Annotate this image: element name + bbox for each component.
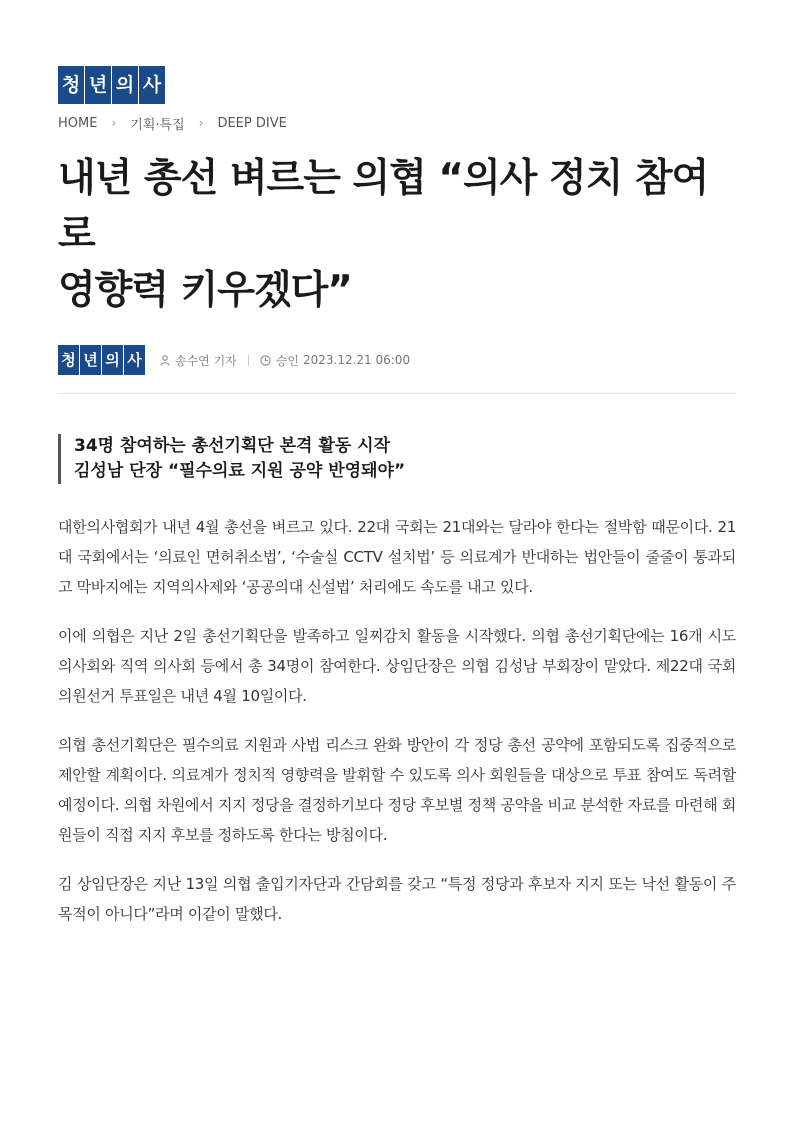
article-meta — [58, 345, 736, 375]
site-logo-small[interactable] — [58, 345, 146, 375]
logo-char: 사 — [124, 345, 145, 375]
author-byline[interactable] — [160, 352, 237, 369]
author-name: 송수연 기자 — [175, 353, 237, 368]
body-paragraph: 이에 의협은 지난 2일 총선기획단을 발족하고 일찌감치 활동을 시작했다. 의협 총선기획단에는 16개 시도의사회와 직역 의사회 등에서 총 34명이 참여한다. 상임단장은 의협 김성남 부회장이 맡았다. 제22대 국회의원선거 투표일은 내년 4월 10일이다. — [58, 627, 736, 705]
article-subtitle — [58, 434, 736, 484]
logo-char: 년 — [85, 66, 111, 104]
logo-char: 청 — [58, 66, 84, 104]
person-icon — [160, 355, 170, 366]
publish-date — [260, 352, 410, 369]
body-paragraph: 대한의사협회가 내년 4월 총선을 벼르고 있다. 22대 국회는 21대와는 달라야 한다는 절박함 때문이다. 21대 국회에서는 ‘의료인 면허취소법’, ‘수술실 CCTV 설치법’ 등 의료계가 반대하는 법안들이 줄줄이 통과되고 막바지에는 지역의사제와 ‘공공의대 신설법’ 처리에도 속도를 내고 있다. — [58, 518, 736, 596]
page-title — [58, 151, 736, 319]
breadcrumb-home[interactable]: HOME — [58, 115, 98, 131]
breadcrumb — [58, 113, 736, 133]
breadcrumb-subsection[interactable]: DEEP DIVE — [217, 115, 287, 131]
clock-icon — [260, 355, 271, 366]
body-paragraph: 김 상임단장은 지난 13일 의협 출입기자단과 간담회를 갖고 “특정 정당과 후보자 지지 또는 낙선 활동이 주목적이 아니다”라며 이같이 말했다. — [58, 875, 736, 923]
header-divider — [58, 393, 736, 394]
article-page — [58, 66, 736, 948]
chevron-right-icon: › — [198, 116, 204, 130]
logo-char: 사 — [139, 66, 165, 104]
date-label: 승인 — [275, 353, 299, 368]
subtitle-line: 34명 참여하는 총선기획단 본격 활동 시작 — [74, 436, 391, 456]
logo-char: 의 — [102, 345, 123, 375]
logo-char: 의 — [112, 66, 138, 104]
logo-char: 년 — [80, 345, 101, 375]
subtitle-line: 김성남 단장 “필수의료 지원 공약 반영돼야” — [74, 461, 406, 481]
headline-line: 영향력 키우겠다” — [58, 268, 352, 313]
logo-char: 청 — [58, 345, 79, 375]
site-logo[interactable] — [58, 66, 166, 104]
body-paragraph: 의협 총선기획단은 필수의료 지원과 사법 리스크 완화 방안이 각 정당 총선 공약에 포함되도록 집중적으로 제안할 계획이다. 의료계가 정치적 영향력을 발휘할 수 있도록 의사 회원들을 대상으로 투표 참여도 독려할 예정이다. 의협 차원에서 지지 정당을 결정하기보다 정당 후보별 정책 공약을 비교 분석한 자료를 마련해 회원들이 직접 지지 후보를 정하도록 한다는 방침이다. — [58, 736, 736, 844]
date-value: 2023.12.21 06:00 — [302, 353, 411, 367]
chevron-right-icon: › — [111, 116, 117, 130]
breadcrumb-section[interactable]: 기획·특집 — [130, 117, 185, 133]
meta-divider — [248, 355, 249, 366]
article-body — [58, 512, 736, 929]
headline-line: 내년 총선 벼르는 의협 “의사 정치 참여로 — [58, 156, 709, 257]
